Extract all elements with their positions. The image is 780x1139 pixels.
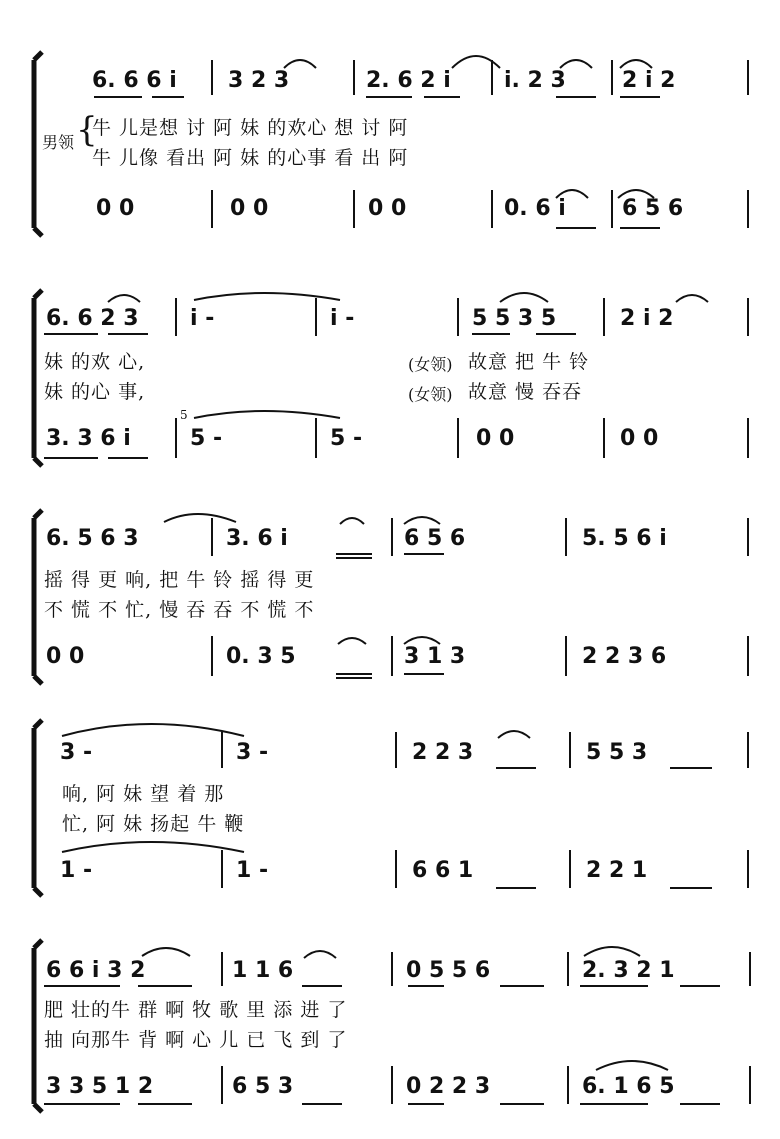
bottom-measure: 5 -	[190, 426, 223, 451]
tie	[62, 842, 244, 852]
top-measure: i -	[330, 306, 355, 331]
slur	[284, 60, 316, 68]
bottom-measure: 1 -	[236, 858, 269, 883]
slur	[338, 638, 366, 644]
bottom-measure: 3 3 5 1 2	[46, 1074, 154, 1099]
top-measure: 2 i 2	[620, 306, 674, 331]
bottom-measure: 3 1 3	[404, 644, 466, 669]
top-measure: 6. 5 6 3	[46, 526, 139, 551]
top-measure: 1 1 6	[232, 958, 294, 983]
top-measure: 3 -	[236, 740, 269, 765]
bottom-measure: 0 2 2 3	[406, 1074, 491, 1099]
lyric-line: 摇 得 更 响, 把 牛 铃 摇 得 更	[44, 569, 315, 591]
bottom-measure: 0 0	[368, 196, 407, 221]
slur	[584, 947, 640, 956]
top-measure: 6 6 i 3 2	[46, 958, 146, 983]
bottom-measure: 1 -	[60, 858, 93, 883]
lyric-line: 肥 壮的牛 群 啊 牧 歌 里 添 进 了	[44, 999, 348, 1021]
lyric-line: 不 慌 不 忙, 慢 吞 吞 不 慌 不	[44, 599, 315, 621]
top-measure: 3 2 3	[228, 68, 290, 93]
system-bracket	[34, 940, 42, 1112]
top-measure: 0 5 5 6	[406, 958, 491, 983]
bottom-measure: 0 0	[46, 644, 85, 669]
lyric-line: 牛 儿是想 讨 阿 妹 的欢心 想 讨 阿	[92, 117, 409, 139]
bottom-measure: 3. 3 6 i	[46, 426, 131, 451]
system-bracket	[34, 52, 42, 236]
slur	[620, 60, 652, 68]
lyric-line: 牛 儿像 看出 阿 妹 的心事 看 出 阿	[92, 147, 409, 169]
tie	[194, 411, 340, 418]
voice-brace: {	[76, 110, 99, 150]
bottom-measure: 0 0	[230, 196, 269, 221]
top-measure: 5 5 3	[586, 740, 648, 765]
top-measure: 5 5 3 5	[472, 306, 557, 331]
slur	[108, 295, 140, 302]
top-measure: 6. 6 6 i	[92, 68, 177, 93]
bottom-measure: 6 6 1	[412, 858, 474, 883]
bottom-measure: 0. 6 i	[504, 196, 566, 221]
lyric-line: 妹 的心 事,	[44, 381, 146, 403]
top-measure: 3 -	[60, 740, 93, 765]
lyric-line: 故意 把 牛 铃	[468, 351, 590, 373]
bottom-measure: 0 0	[96, 196, 135, 221]
part-label: 男领	[42, 133, 75, 152]
bottom-measure: 2 2 3 6	[582, 644, 667, 669]
tie	[62, 724, 244, 736]
bottom-measure: 6 5 6	[622, 196, 684, 221]
bottom-measure: 2 2 1	[586, 858, 648, 883]
slur	[560, 60, 592, 68]
staff-mark: 5	[180, 408, 188, 422]
system-bracket	[34, 510, 42, 684]
bottom-measure: 0 0	[620, 426, 659, 451]
lyric-line: 抽 向那牛 背 啊 心 儿 已 飞 到 了	[44, 1029, 348, 1051]
lyric-line: 响, 阿 妹 望 着 那	[62, 783, 225, 805]
solo-label: (女领)	[408, 385, 453, 404]
top-measure: 2. 3 2 1	[582, 958, 675, 983]
top-measure: 2. 6 2 i	[366, 68, 451, 93]
top-measure: i. 2 3	[504, 68, 566, 93]
solo-label: (女领)	[408, 355, 453, 374]
bottom-measure: 0. 3 5	[226, 644, 296, 669]
bottom-measure: 6. 1 6 5	[582, 1074, 675, 1099]
slur	[498, 731, 530, 738]
slur	[596, 1061, 668, 1070]
top-measure: 6. 6 2 3	[46, 306, 139, 331]
slur	[404, 517, 440, 524]
tie	[194, 293, 340, 300]
lyric-line: 忙, 阿 妹 扬起 牛 鞭	[62, 813, 245, 835]
lyric-line: 故意 慢 吞吞	[468, 381, 583, 403]
slur	[142, 948, 190, 956]
tie	[164, 514, 236, 522]
bottom-measure: 6 5 3	[232, 1074, 294, 1099]
lyric-line: 妹 的欢 心,	[44, 351, 146, 373]
top-measure: 5. 5 6 i	[582, 526, 667, 551]
bottom-measure: 5 -	[330, 426, 363, 451]
top-measure: i -	[190, 306, 215, 331]
slur	[304, 951, 336, 958]
system-bracket	[34, 290, 42, 466]
top-measure: 6 5 6	[404, 526, 466, 551]
slur	[340, 518, 364, 524]
slur	[500, 293, 548, 302]
slur	[404, 637, 440, 644]
top-measure: 3. 6 i	[226, 526, 288, 551]
slur	[676, 295, 708, 302]
top-measure: 2 2 3	[412, 740, 474, 765]
bottom-measure: 0 0	[476, 426, 515, 451]
system-bracket	[34, 720, 42, 896]
top-measure: 2 i 2	[622, 68, 676, 93]
